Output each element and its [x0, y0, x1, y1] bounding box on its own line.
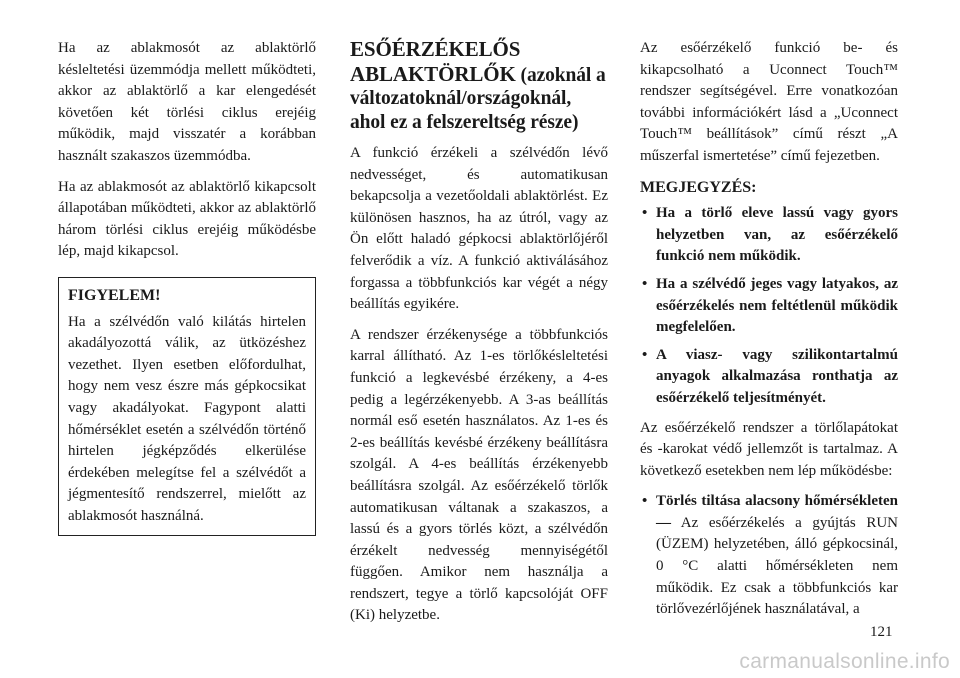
protection-item: [640, 491, 898, 621]
right-column: [640, 38, 898, 629]
washer-delay-paragraph: Ha az ablakmosót az ablaktörlő késleltetési üzemmódja mellett működteti, akkor az ablaktörlő a kar elengedését követően két törlési ciklus erejéig működik, majd visszatér a korábban használt szakaszos üzemmódba.: [58, 40, 316, 164]
sensitivity-paragraph: A rendszer érzékenysége a többfunkciós karral állítható. Az 1-es törlőkésleltetési funkció a legkevésbé érzékeny, a 4-es pedig a legérzékenyebb. A 3-as beállítás normál eső esetén használatos. Az 1-es és 2-es beállítás kevésbé érzékeny beállításra szolgál. A 4-es beállítás érzékenyebb beállításra szolgál. Az esőérzékelő törlők automatikusan váltanak a szakaszos, a lassú és a gyors törlés közt, a szélvédőn érzékelt nedvesség mennyiségétől függően. Amikor nem használja a rendszert, tegye a törlő kapcsolóját OFF (Ki) helyzetbe.: [350, 326, 608, 624]
warning-text: Ha a szélvédőn való kilátás hirtelen akadályozottá válik, az ütközéshez vezethet. Ilyen esetben előfordulhat, hogy nem vesz észre más gépkocsikat vagy akadályokat. Fagypont alatti hőmérséklet esetén a szélvédőn történő hirtelen jégképződés elkerülése érdekében melegítse fel a szélvédőt a jégmentesítő rendszerrel, mielőtt az ablakmosót használná.: [68, 313, 306, 524]
rain-sensor-intro-paragraph: A funkció érzékeli a szélvédőn lévő nedvességet, és automatikusan bekapcsolja a vezetőoldali ablaktörlést. Ez különösen hasznos, ha az útról, vagy az Ön előtt haladó gépkocsi ablaktörlőjéről felverődik a víz. A funkció aktiválásához forgassa a többfunkciós kar végét a négy beállítás egyikére.: [350, 145, 608, 313]
left-column: [58, 38, 316, 536]
warning-box: [58, 277, 316, 537]
protection-list: [640, 491, 898, 621]
bullet-icon: •: [642, 275, 648, 292]
bullet-icon: •: [642, 205, 648, 222]
bullet-icon: •: [642, 346, 648, 363]
middle-column: [350, 38, 608, 636]
note-item: • Ha a törlő eleve lassú vagy gyors helyzetben van, az esőérzékelő funkció nem működik.: [642, 205, 898, 265]
note-list: [640, 203, 898, 409]
watermark: carmanualsonline.info: [739, 650, 950, 673]
uconnect-paragraph: Az esőérzékelő funkció be- és kikapcsolható a Uconnect Touch™ rendszer segítségével. Erre vonatkozóan további információkért lásd a „Uconnect Touch™ beállítások” című részt „A műszerfal ismertetése” című fejezetben.: [640, 40, 898, 164]
bullet-icon: •: [642, 493, 648, 510]
protection-paragraph: Az esőérzékelő rendszer a törlőlapátokat és -karokat védő jellemzőt is tartalmaz. A következő esetekben nem lép működésbe:: [640, 419, 898, 479]
note-item: • Ha a szélvédő jeges vagy latyakos, az esőérzékelés nem feltétlenül működik megfelelően.: [642, 275, 898, 336]
page-number: 121: [870, 624, 893, 640]
warning-title: FIGYELEM!: [68, 286, 161, 304]
note-item: • A viasz- vagy szilikontartalmú anyagok alkalmazása ronthatja az esőérzékelő teljesítményét.: [642, 346, 898, 406]
note-title: MEGJEGYZÉS:: [640, 178, 757, 196]
section-heading-sub: (azoknál a változatoknál/országoknál, ahol ez a felszereltség része): [350, 64, 606, 133]
protection-item-title: Törlés tiltása alacsony hőmérsékleten —: [656, 493, 898, 531]
section-heading: [350, 38, 608, 134]
washer-off-paragraph: Ha az ablakmosót az ablaktörlő kikapcsolt állapotában működteti, akkor az ablaktörlő három törlési ciklus erejéig működésbe lép, majd kikapcsol.: [58, 178, 316, 260]
protection-item-text: Az esőérzékelés a gyújtás RUN (ÜZEM) helyzetében, álló gépkocsinál, 0 °C alatti hőmérsékleten nem működik. Ez csak a többfunkciós kar törlővezérlőjének használatával, a: [656, 514, 898, 618]
section-heading-main: ESŐÉRZÉKELŐS ABLAKTÖRLŐK: [350, 37, 521, 86]
